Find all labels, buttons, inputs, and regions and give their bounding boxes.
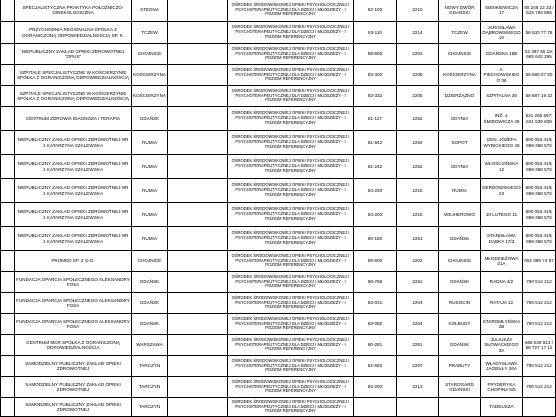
- phone-cell: 58 530 77 78: [523, 22, 556, 44]
- provider-city-cell: RUMIA: [132, 155, 168, 179]
- empty-cell: [168, 203, 228, 227]
- service-type-cell: OŚRODEK ŚRODOWISKOWEJ OPIEKI PSYCHOLOGICZNEJ I PSYCHOTERAPEUTYCZNEJ DLA DZIECI I MŁODZIEŻY - I POZIOM REFERENCYJNY: [228, 131, 354, 155]
- phone-cell: 55 246 22 33 / 515 760 855: [523, 0, 556, 22]
- table-row: [1, 335, 556, 356]
- table-row: [1, 155, 556, 179]
- table-row: [1, 314, 556, 335]
- area-code-cell: 2262: [397, 155, 439, 179]
- provider-city-cell: TARCZYN: [132, 356, 168, 377]
- empty-cell: [168, 398, 228, 417]
- provider-name-cell: CENTRUM MCR SPÓŁKA Z OGRANICZONĄ ODPOWIEDZIALNOŚCIĄ: [15, 335, 132, 356]
- table-row: [1, 203, 556, 227]
- empty-cell: [1, 65, 15, 86]
- street-address-cell: A. PIECHOWSKIEGO 36: [481, 65, 523, 86]
- location-town-cell: CHOJNICE: [439, 251, 481, 272]
- provider-city-cell: CHOJNICE: [132, 251, 168, 272]
- postal-code-cell: 83-332: [354, 86, 397, 107]
- empty-cell: [168, 44, 228, 65]
- empty-cell: [1, 44, 15, 65]
- empty-cell: [1, 377, 15, 398]
- location-town-cell: NOWY DWÓR GDAŃSKI: [439, 0, 481, 22]
- area-code-cell: [397, 398, 439, 417]
- postal-code-cell: 89-600: [354, 44, 397, 65]
- phone-cell: 531 255 697; 531 539 839: [523, 107, 556, 131]
- street-address-cell: STANISŁAWA DĄBKA 17/3: [481, 227, 523, 251]
- area-code-cell: 2207: [397, 356, 439, 377]
- phone-cell: 052 396 74 87: [523, 251, 556, 272]
- postal-code-cell: 82-100: [354, 0, 397, 22]
- service-type-cell: OŚRODEK ŚRODOWISKOWEJ OPIEKI PSYCHOLOGICZNEJ I PSYCHOTERAPEUTYCZNEJ DLA DZIECI I MŁODZIEŻY - I POZIOM REFERENCYJNY: [228, 272, 354, 293]
- service-type-cell: OŚRODEK ŚRODOWISKOWEJ OPIEKI PSYCHOLOGICZNEJ I PSYCHOTERAPEUTYCZNEJ DLA DZIECI I MŁODZIEŻY - I POZIOM REFERENCYJNY: [228, 377, 354, 398]
- empty-cell: [1, 131, 15, 155]
- area-code-cell: 2204: [397, 293, 439, 314]
- area-code-cell: 2261: [397, 227, 439, 251]
- location-town-cell: CHOJNICE: [439, 44, 481, 65]
- provider-city-cell: GDAŃSK: [132, 314, 168, 335]
- location-town-cell: SOPOT: [439, 131, 481, 155]
- provider-city-cell: TARCZYN: [132, 398, 168, 417]
- area-code-cell: 2210: [397, 0, 439, 22]
- location-town-cell: TCZEW: [439, 22, 481, 44]
- provider-city-cell: RUMIA: [132, 227, 168, 251]
- postal-code-cell: 83-050: [354, 314, 397, 335]
- postal-code-cell: 84-230: [354, 179, 397, 203]
- provider-city-cell: GDAŃSK: [132, 272, 168, 293]
- location-town-cell: WEJHEROWO: [439, 203, 481, 227]
- provider-name-cell: SAMODZIELNY PUBLICZNY ZAKŁAD OPIEKI ZDROWOTNEJ: [15, 377, 132, 398]
- table-row: [1, 377, 556, 398]
- service-type-cell: OŚRODEK ŚRODOWISKOWEJ OPIEKI PSYCHOLOGICZNEJ I PSYCHOTERAPEUTYCZNEJ DLA DZIECI I MŁODZIEŻY - I POZIOM REFERENCYJNY: [228, 65, 354, 86]
- location-town-cell: PRABUTY: [439, 356, 481, 377]
- postal-code-cell: 80-768: [354, 272, 397, 293]
- location-town-cell: GDYNIA: [439, 107, 481, 131]
- provider-name-cell: SAMODZIELNY PUBLICZNY ZAKŁAD OPIEKI ZDROWOTNEJ: [15, 356, 132, 377]
- empty-cell: [168, 86, 228, 107]
- street-address-cell: FRYDERYKA CHOPINA 6/5: [481, 377, 523, 398]
- provider-name-cell: NIEPUBLICZNY ZAKŁAD OPIEKI ZDROWOTNEJ NR 1 KATARZYNA SZALEWSKA: [15, 203, 132, 227]
- location-town-cell: KOŚCIERZYNA: [439, 65, 481, 86]
- area-code-cell: 2262: [397, 107, 439, 131]
- street-address-cell: MŁODZIEŻOWA 21A: [481, 251, 523, 272]
- service-type-cell: OŚRODEK ŚRODOWISKOWEJ OPIEKI PSYCHOLOGICZNEJ I PSYCHOTERAPEUTYCZNEJ DLA DZIECI I MŁODZIEŻY - I POZIOM REFERENCYJNY: [228, 227, 354, 251]
- service-type-cell: OŚRODEK ŚRODOWISKOWEJ OPIEKI PSYCHOLOGICZNEJ I PSYCHOTERAPEUTYCZNEJ DLA DZIECI I MŁODZIEŻY - I POZIOM REFERENCYJNY: [228, 86, 354, 107]
- street-address-cell: JULIUSZA SŁOWACKIEGO 3A: [481, 335, 523, 356]
- provider-city-cell: RUMIA: [132, 131, 168, 155]
- empty-cell: [1, 0, 15, 22]
- postal-code-cell: 89-600: [354, 251, 397, 272]
- postal-code-cell: 81-842: [354, 131, 397, 155]
- table-row: [1, 131, 556, 155]
- postal-code-cell: 83-400: [354, 65, 397, 86]
- postal-code-cell: 82-550: [354, 356, 397, 377]
- service-type-cell: OŚRODEK ŚRODOWISKOWEJ OPIEKI PSYCHOLOGICZNEJ I PSYCHOTERAPEUTYCZNEJ DLA DZIECI I MŁODZIEŻY - I POZIOM REFERENCYJNY: [228, 293, 354, 314]
- provider-city-cell: TCZEW: [132, 22, 168, 44]
- phone-cell: 668 539 813 / 58 727 17 12: [523, 335, 556, 356]
- street-address-cell: WŁADYSŁAWA JAGIEŁŁY 26A: [481, 356, 523, 377]
- service-type-cell: OŚRODEK ŚRODOWISKOWEJ OPIEKI PSYCHOLOGICZNEJ I PSYCHOTERAPEUTYCZNEJ DLA DZIECI I MŁODZIEŻY - I POZIOM REFERENCYJNY: [228, 22, 354, 44]
- phone-cell: 58 687 19 32: [523, 86, 556, 107]
- provider-name-cell: SPECJALISTYCZNA PRAKTYKA POŁOŻNICZO-GINEKOLOGICZNA: [15, 0, 132, 22]
- empty-cell: [1, 251, 15, 272]
- phone-cell: 600 053 419; 698 358 576: [523, 155, 556, 179]
- location-town-cell: GDAŃSK: [439, 272, 481, 293]
- postal-code-cell: 83-200: [354, 377, 397, 398]
- street-address-cell: SIENKIEWICZA 17: [481, 0, 523, 22]
- service-type-cell: OŚRODEK ŚRODOWISKOWEJ OPIEKI PSYCHOLOGICZNEJ I PSYCHOTERAPEUTYCZNEJ DLA DZIECI I MŁODZIEŻY - I POZIOM REFERENCYJNY: [228, 179, 354, 203]
- postal-code-cell: 81-242: [354, 155, 397, 179]
- empty-cell: [1, 356, 15, 377]
- table-row: [1, 0, 556, 22]
- provider-name-cell: SZPITALE SPECJALISTYCZNE W KOŚCIERZYNIE SPÓŁKA Z OGRANICZONĄ ODPOWIEDZIALNOŚCIĄ: [15, 86, 132, 107]
- service-type-cell: OŚRODEK ŚRODOWISKOWEJ OPIEKI PSYCHOLOGICZNEJ I PSYCHOTERAPEUTYCZNEJ DLA DZIECI I MŁODZIEŻY - I POZIOM REFERENCYJNY: [228, 203, 354, 227]
- area-code-cell: 2202: [397, 251, 439, 272]
- service-type-cell: OŚRODEK ŚRODOWISKOWEJ OPIEKI PSYCHOLOGICZNEJ I PSYCHOTERAPEUTYCZNEJ DLA DZIECI I MŁODZIEŻY - I POZIOM REFERENCYJNY: [228, 44, 354, 65]
- provider-name-cell: SAMODZIELNY PUBLICZNY ZAKŁAD OPIEKI ZDROWOTNEJ: [15, 398, 132, 417]
- service-type-cell: OŚRODEK ŚRODOWISKOWEJ OPIEKI PSYCHOLOGICZNEJ I PSYCHOTERAPEUTYCZNEJ DLA DZIECI I MŁODZIEŻY - I POZIOM REFERENCYJNY: [228, 335, 354, 356]
- street-address-cell: GEN. JÓZEFA WYBICKIEGO 48: [481, 131, 523, 155]
- area-code-cell: 2204: [397, 314, 439, 335]
- table-body: [1, 0, 556, 417]
- service-type-cell: OŚRODEK ŚRODOWISKOWEJ OPIEKI PSYCHOLOGICZNEJ I PSYCHOTERAPEUTYCZNEJ DLA DZIECI I MŁODZIEŻY - I POZIOM REFERENCYJNY: [228, 251, 354, 272]
- provider-name-cell: NIEPUBLICZNY ZAKŁAD OPIEKI ZDROWOTNEJ NR 1 KATARZYNA SZALEWSKA: [15, 227, 132, 251]
- empty-cell: [1, 335, 15, 356]
- table-row: [1, 22, 556, 44]
- phone-cell: [523, 398, 556, 417]
- street-address-cell: 10 LUTEGO 11: [481, 203, 523, 227]
- empty-cell: [1, 272, 15, 293]
- postal-code-cell: 81-127: [354, 107, 397, 131]
- empty-cell: [1, 398, 15, 417]
- street-address-cell: GDAŃSKA 15B: [481, 44, 523, 65]
- phone-cell: 600 053 419; 698 358 576: [523, 203, 556, 227]
- location-town-cell: STAROGARD GDAŃSKI: [439, 377, 481, 398]
- provider-name-cell: SZPITALE SPECJALISTYCZNE W KOŚCIERZYNIE SPÓŁKA Z OGRANICZONĄ ODPOWIEDZIALNOŚCIĄ: [15, 65, 132, 86]
- provider-name-cell: NIEPUBLICZNY ZAKŁAD OPIEKI ZDROWOTNEJ NR 1 KATARZYNA SZALEWSKA: [15, 155, 132, 179]
- empty-cell: [168, 335, 228, 356]
- empty-cell: [1, 155, 15, 179]
- provider-name-cell: NIEPUBLICZNY ZAKŁAD OPIEKI ZDROWOTNEJ NR 1 KATARZYNA SZALEWSKA: [15, 179, 132, 203]
- table-row: [1, 293, 556, 314]
- service-type-cell: OŚRODEK ŚRODOWISKOWEJ OPIEKI PSYCHOLOGICZNEJ I PSYCHOTERAPEUTYCZNEJ DLA DZIECI I MŁODZIEŻY - I POZIOM REFERENCYJNY: [228, 155, 354, 179]
- service-type-cell: OŚRODEK ŚRODOWISKOWEJ OPIEKI PSYCHOLOGICZNEJ I PSYCHOTERAPEUTYCZNEJ DLA DZIECI I MŁODZIEŻY - I POZIOM REFERENCYJNY: [228, 314, 354, 335]
- provider-city-cell: KOŚCIERZYNA: [132, 65, 168, 86]
- provider-city-cell: WARSZAWA: [132, 335, 168, 356]
- area-code-cell: 2261: [397, 272, 439, 293]
- empty-cell: [1, 203, 15, 227]
- empty-cell: [168, 107, 228, 131]
- table-row: [1, 44, 556, 65]
- phone-cell: 790 512 212: [523, 356, 556, 377]
- empty-cell: [168, 155, 228, 179]
- provider-name-cell: FUNDACJA OPARCIA SPOŁECZNEGO ALEKSANDRY FOSA: [15, 314, 132, 335]
- provider-name-cell: FUNDACJA OPARCIA SPOŁECZNEGO ALEKSANDRY FOSA: [15, 293, 132, 314]
- area-code-cell: 2206: [397, 65, 439, 86]
- area-code-cell: 2264: [397, 131, 439, 155]
- postal-code-cell: 83-110: [354, 22, 397, 44]
- location-town-cell: GDYNIA: [439, 155, 481, 179]
- empty-cell: [1, 22, 15, 44]
- area-code-cell: 2215: [397, 179, 439, 203]
- area-code-cell: 2214: [397, 22, 439, 44]
- table-row: [1, 227, 556, 251]
- empty-cell: [168, 377, 228, 398]
- provider-city-cell: TARCZYN: [132, 377, 168, 398]
- street-address-cell: STAROMŁYŃSKA 2B: [481, 314, 523, 335]
- provider-name-cell: PRZYCHODNIA REGIONALNA SPÓŁKA Z OGRANICZONĄ ODPOWIEDZIALNOŚCIĄ SP. K.: [15, 22, 132, 44]
- provider-city-cell: CHOJNICE: [132, 44, 168, 65]
- phone-cell: 790 512 212: [523, 377, 556, 398]
- location-town-cell: RUSOCIN: [439, 293, 481, 314]
- area-code-cell: 2215: [397, 203, 439, 227]
- empty-cell: [168, 272, 228, 293]
- phone-cell: 58 686 07 80: [523, 65, 556, 86]
- provider-name-cell: CENTRUM ZDROWIA DIAGNOZA I TERAPIA: [15, 107, 132, 131]
- empty-cell: [168, 0, 228, 22]
- empty-cell: [1, 107, 15, 131]
- empty-cell: [168, 251, 228, 272]
- empty-cell: [1, 293, 15, 314]
- location-town-cell: GDAŃSK: [439, 227, 481, 251]
- provider-city-cell: RUMIA: [132, 203, 168, 227]
- area-code-cell: 2202: [397, 44, 439, 65]
- area-code-cell: 2261: [397, 335, 439, 356]
- table-row: [1, 65, 556, 86]
- postal-code-cell: 84-200: [354, 203, 397, 227]
- postal-code-cell: [354, 398, 397, 417]
- area-code-cell: 2213: [397, 377, 439, 398]
- phone-cell: 600 053 419; 698 358 576: [523, 227, 556, 251]
- street-address-cell: SZPITALNA 36: [481, 86, 523, 107]
- provider-city-cell: RUMIA: [132, 179, 168, 203]
- table-row: [1, 356, 556, 377]
- phone-cell: 52 397 55 19; 665 642 295: [523, 44, 556, 65]
- provider-city-cell: KOŚCIERZYNA: [132, 86, 168, 107]
- empty-cell: [168, 314, 228, 335]
- provider-name-cell: PROMED SP. Z O.O.: [15, 251, 132, 272]
- empty-cell: [168, 22, 228, 44]
- empty-cell: [168, 293, 228, 314]
- phone-cell: 600 053 419; 698 358 576: [523, 179, 556, 203]
- location-town-cell: RUMIA: [439, 179, 481, 203]
- postal-code-cell: 80-281: [354, 335, 397, 356]
- provider-name-cell: NIEPUBLICZNY ZAKŁAD OPIEKI ZDROWOTNEJ NR 1 KATARZYNA SZALEWSKA: [15, 131, 132, 155]
- empty-cell: [168, 65, 228, 86]
- empty-cell: [1, 227, 15, 251]
- provider-city-cell: GDAŃSK: [132, 293, 168, 314]
- provider-name-cell: NIEPUBLICZNY ZAKŁAD OPIEKI ZDROWOTNEJ "OPUS": [15, 44, 132, 65]
- table-row: [1, 272, 556, 293]
- street-address-cell: DERDOWSKIEGO 23: [481, 179, 523, 203]
- table-row: [1, 179, 556, 203]
- street-address-cell: TADEUSZA: [481, 398, 523, 417]
- provider-name-cell: FUNDACJA OPARCIA SPOŁECZNEGO ALEKSANDRY FOSA: [15, 272, 132, 293]
- table-row: [1, 251, 556, 272]
- empty-cell: [1, 179, 15, 203]
- phone-cell: 790 512 212: [523, 272, 556, 293]
- location-town-cell: GDAŃSK: [439, 335, 481, 356]
- table-row: [1, 107, 556, 131]
- provider-city-cell: STEGNA: [132, 0, 168, 22]
- service-type-cell: OŚRODEK ŚRODOWISKOWEJ OPIEKI PSYCHOLOGICZNEJ I PSYCHOTERAPEUTYCZNEJ DLA DZIECI I MŁODZIEŻY - I POZIOM REFERENCYJNY: [228, 107, 354, 131]
- empty-cell: [1, 314, 15, 335]
- location-town-cell: [439, 398, 481, 417]
- phone-cell: 600 053 419; 698 358 576: [523, 131, 556, 155]
- provider-city-cell: GDAŃSK: [132, 107, 168, 131]
- street-address-cell: JAROSŁAWA DĄBROWSKIEGO 10: [481, 22, 523, 44]
- location-town-cell: DZIERŻĄŻNO: [439, 86, 481, 107]
- street-address-cell: INŻ. J. ŚMIDOWICZA 49: [481, 107, 523, 131]
- empty-cell: [1, 86, 15, 107]
- postal-code-cell: 80-180: [354, 227, 397, 251]
- empty-cell: [168, 131, 228, 155]
- street-address-cell: RADNA 3/2: [481, 272, 523, 293]
- phone-cell: 790 512 212: [523, 293, 556, 314]
- empty-cell: [168, 356, 228, 377]
- postal-code-cell: 83-031: [354, 293, 397, 314]
- area-code-cell: 2205: [397, 86, 439, 107]
- service-type-cell: OŚRODEK ŚRODOWISKOWEJ OPIEKI PSYCHOLOGICZNEJ I PSYCHOTERAPEUTYCZNEJ DLA DZIECI I MŁODZIEŻY - I POZIOM REFERENCYJNY: [228, 356, 354, 377]
- street-address-cell: RATAJA 12: [481, 293, 523, 314]
- table-row: [1, 398, 556, 417]
- phone-cell: 790 512 212: [523, 314, 556, 335]
- empty-cell: [168, 179, 228, 203]
- location-town-cell: KOLBUDY: [439, 314, 481, 335]
- table-row: [1, 86, 556, 107]
- service-type-cell: OŚRODEK ŚRODOWISKOWEJ OPIEKI PSYCHOLOGICZNEJ I PSYCHOTERAPEUTYCZNEJ DLA DZIECI I MŁODZIEŻY - I POZIOM REFERENCYJNY: [228, 0, 354, 22]
- service-type-cell: OŚRODEK ŚRODOWISKOWEJ OPIEKI PSYCHOLOGICZNEJ I PSYCHOTERAPEUTYCZNEJ DLA DZIECI I MŁODZIEŻY - I POZIOM REFERENCYJNY: [228, 398, 354, 417]
- street-address-cell: WŁOŚCIAŃSKA 12: [481, 155, 523, 179]
- empty-cell: [168, 227, 228, 251]
